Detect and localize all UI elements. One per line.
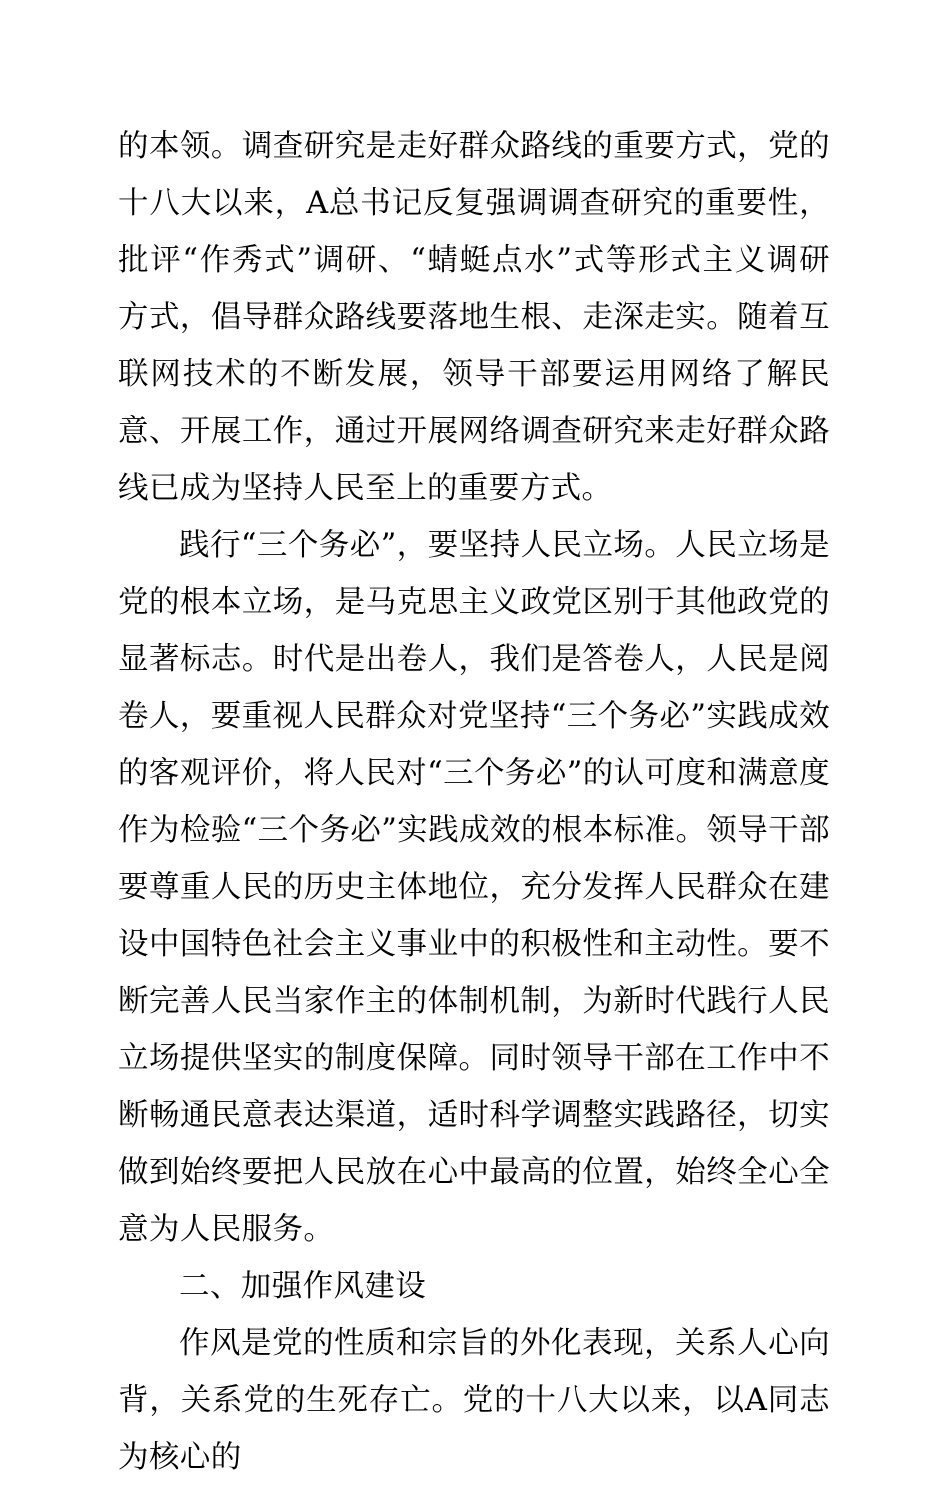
paragraph-people-stand: 践行“三个务必”，要坚持人民立场。人民立场是党的根本立场，是马克思主义政党区别于其他政党的显著标志。时代是出卷人，我们是答卷人，人民是阅卷人，要重视人民群众对党坚持“三个务必”实践成效的客观评价，将人民对“三个务必”的认可度和满意度作为检验“三个务必”实践成效的根本标准。领导干部要尊重人民的历史主体地位，充分发挥人民群众在建设中国特色社会主义事业中的积极性和主动性。要不断完善人民当家作主的体制机制，为新时代践行人民立场提供坚实的制度保障。同时领导干部在工作中不断畅通民意表达渠道，适时科学调整实践路径，切实做到始终要把人民放在心中最高的位置，始终全心全意为人民服务。 — [118, 528, 830, 1247]
paragraph-work-style: 作风是党的性质和宗旨的外化表现，关系人心向背，关系党的生死存亡。党的十八大以来，以A同志为核心的 — [118, 1326, 830, 1475]
heading-section-two: 二、加强作风建设 — [179, 1269, 427, 1304]
document-body — [118, 118, 830, 1486]
paragraph-continued: 的本领。调查研究是走好群众路线的重要方式，党的十八大以来，A总书记反复强调调查研究的重要性，批评“作秀式”调研、“蜻蜓点水”式等形式主义调研方式，倡导群众路线要落地生根、走深走实。随着互联网技术的不断发展，领导干部要运用网络了解民意、开展工作，通过开展网络调查研究来走好群众路线已成为坚持人民至上的重要方式。 — [118, 129, 830, 506]
